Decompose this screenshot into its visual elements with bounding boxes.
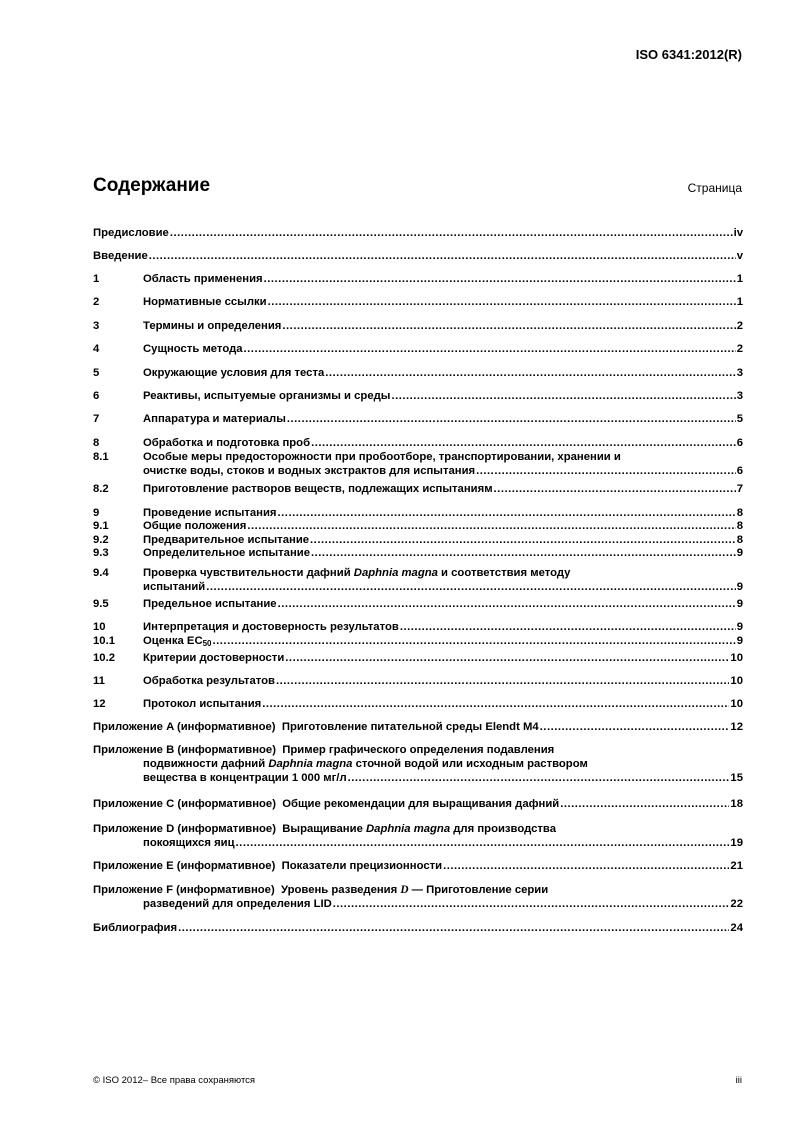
page-column-label: Страница	[687, 181, 742, 195]
toc-entry-10[interactable]: 10 Интерпретация и достоверность результатов ..... 9	[93, 620, 743, 634]
toc-entry-9-2[interactable]: 9.2 Предварительное испытание ..... 8	[93, 533, 743, 547]
toc-entry-foreword[interactable]: Предисловие ..... iv	[93, 226, 743, 240]
toc-entry-annex-f[interactable]: Приложение F (информативное) Уровень разведения D — Приготовление серии разведений для определения LID ..... 22	[93, 883, 743, 911]
toc-entry-annex-a[interactable]: Приложение A (информативное) Приготовление питательной среды Elendt M4 ..... 12	[93, 720, 743, 734]
toc-entry-5[interactable]: 5 Окружающие условия для теста ..... 3	[93, 366, 743, 380]
toc-entry-9-1[interactable]: 9.1 Общие положения ..... 8	[93, 519, 743, 533]
toc-entry-introduction[interactable]: Введение ..... v	[93, 249, 743, 263]
toc-entry-10-2[interactable]: 10.2 Критерии достоверности ..... 10	[93, 651, 743, 665]
toc-entry-9[interactable]: 9 Проведение испытания ..... 8	[93, 506, 743, 520]
page-title: Содержание	[93, 175, 211, 196]
toc-entry-4[interactable]: 4 Сущность метода ..... 2	[93, 342, 743, 356]
toc-entry-9-3[interactable]: 9.3 Определительное испытание ..... 9	[93, 546, 743, 560]
toc-entry-annex-d[interactable]: Приложение D (информативное) Выращивание Daphnia magna для производства покоящихся яиц ..... 19	[93, 822, 743, 850]
toc-entry-bibliography[interactable]: Библиография ..... 24	[93, 921, 743, 935]
toc-entry-3[interactable]: 3 Термины и определения ..... 2	[93, 319, 743, 333]
toc-entry-1[interactable]: 1 Область применения ..... 1	[93, 272, 743, 286]
toc-entry-11[interactable]: 11 Обработка результатов ..... 10	[93, 674, 743, 688]
toc-entry-9-5[interactable]: 9.5 Предельное испытание ..... 9	[93, 597, 743, 611]
footer-copyright: © ISO 2012– Все права сохраняются	[93, 1075, 256, 1086]
footer-page-number: iii	[735, 1075, 742, 1086]
toc-entry-12[interactable]: 12 Протокол испытания ..... 10	[93, 697, 743, 711]
document-id: ISO 6341:2012(R)	[635, 47, 742, 62]
toc-entry-annex-b[interactable]: Приложение B (информативное) Пример графического определения подавления подвижности дафний Daphnia magna сточной водой или исходным раствором вещества в концентрации 1 000 мг/л ..... 15	[93, 743, 743, 785]
toc-entry-8-1[interactable]: 8.1 Особые меры предосторожности при пробоотборе, транспортировании, хранении и очистке воды, стоков и водных экстрактов для испытания ..... 6	[93, 450, 743, 478]
toc-entry-10-1[interactable]: 10.1 Оценка $EC_{50}$ ..... 9	[93, 634, 743, 648]
toc-entry-8-2[interactable]: 8.2 Приготовление растворов веществ, подлежащих испытаниям ..... 7	[93, 482, 743, 496]
toc-entry-2[interactable]: 2 Нормативные ссылки ..... 1	[93, 295, 743, 309]
toc-entry-7[interactable]: 7 Аппаратура и материалы ..... 5	[93, 412, 743, 426]
toc-entry-8[interactable]: 8 Обработка и подготовка проб ..... 6	[93, 436, 743, 450]
toc-entry-annex-e[interactable]: Приложение E (информативное) Показатели прецизионности ..... 21	[93, 859, 743, 873]
toc-entry-6[interactable]: 6 Реактивы, испытуемые организмы и среды ..... 3	[93, 389, 743, 403]
toc-entry-9-4[interactable]: 9.4 Проверка чувствительности дафний Daphnia magna и соответствия методу испытаний ..... 9	[93, 566, 743, 594]
toc-entry-annex-c[interactable]: Приложение C (информативное) Общие рекомендации для выращивания дафний ..... 18	[93, 797, 743, 811]
